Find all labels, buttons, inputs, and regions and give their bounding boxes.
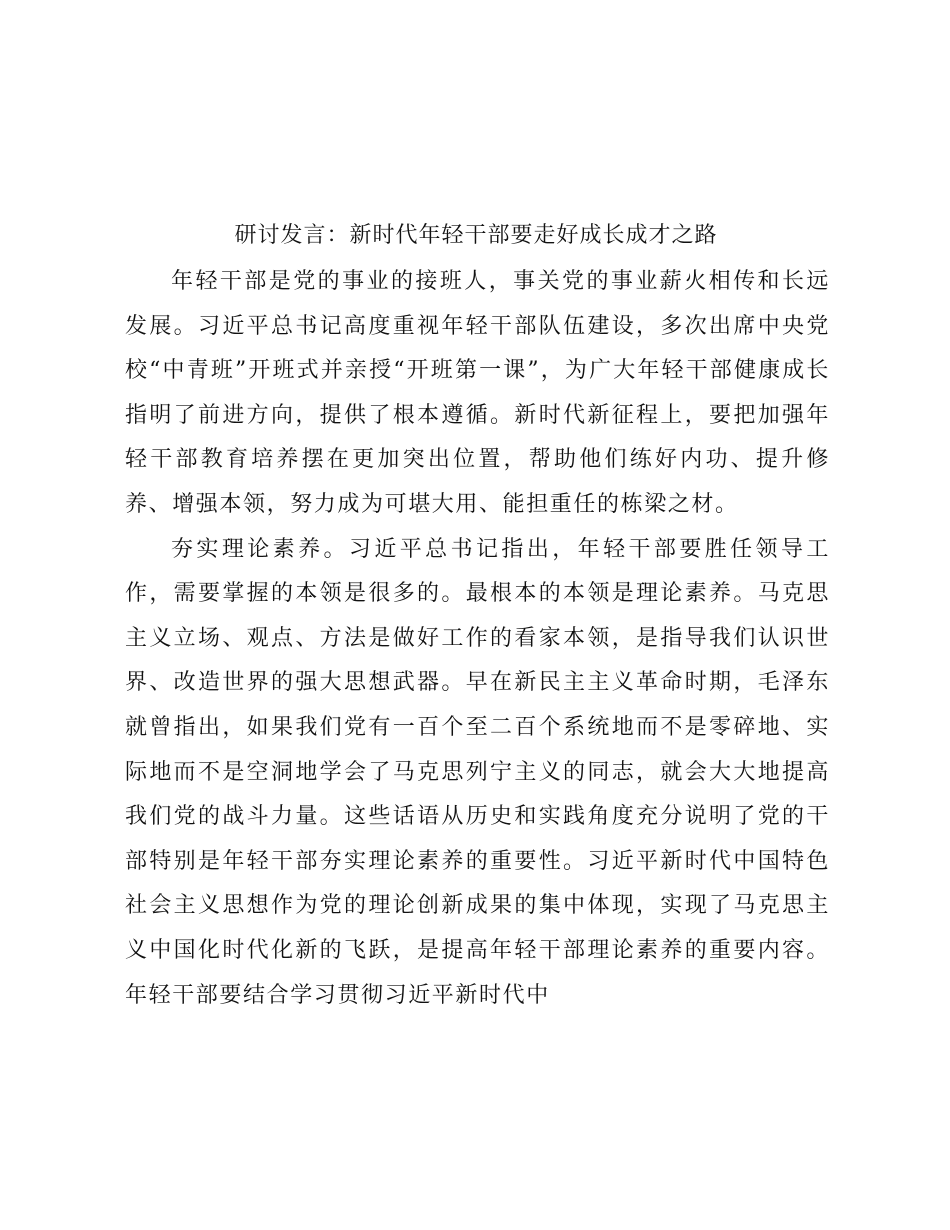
paragraph-theory: 夯实理论素养。习近平总书记指出，年轻干部要胜任领导工作，需要掌握的本领是很多的。最根本的本领是理论素养。马克思主义立场、观点、方法是做好工作的看家本领，是指导我们认识世界、改造世界的强大思想武器。早在新民主主义革命时期，毛泽东就曾指出，如果我们党有一百个至二百个系统地而不是零碎地、实际地而不是空洞地学会了马克思列宁主义的同志，就会大大地提高我们党的战斗力量。这些话语从历史和实践角度充分说明了党的干部特别是年轻干部夯实理论素养的重要性。习近平新时代中国特色社会主义思想作为党的理论创新成果的集中体现，实现了马克思主义中国化时代化新的飞跃，是提高年轻干部理论素养的重要内容。年轻干部要结合学习贯彻习近平新时代中	[125, 536, 830, 1008]
paragraph-intro: 年轻干部是党的事业的接班人，事关党的事业薪火相传和长远发展。习近平总书记高度重视年轻干部队伍建设，多次出席中央党校“中青班”开班式并亲授“开班第一课”，为广大年轻干部健康成长指明了前进方向，提供了根本遵循。新时代新征程上，要把加强年轻干部教育培养摆在更加突出位置，帮助他们练好内功、提升修养、增强本领，努力成为可堪大用、能担重任的栋梁之材。	[125, 269, 830, 517]
document-body	[125, 260, 830, 1018]
document-title: 研讨发言：新时代年轻干部要走好成长成才之路	[234, 223, 718, 248]
